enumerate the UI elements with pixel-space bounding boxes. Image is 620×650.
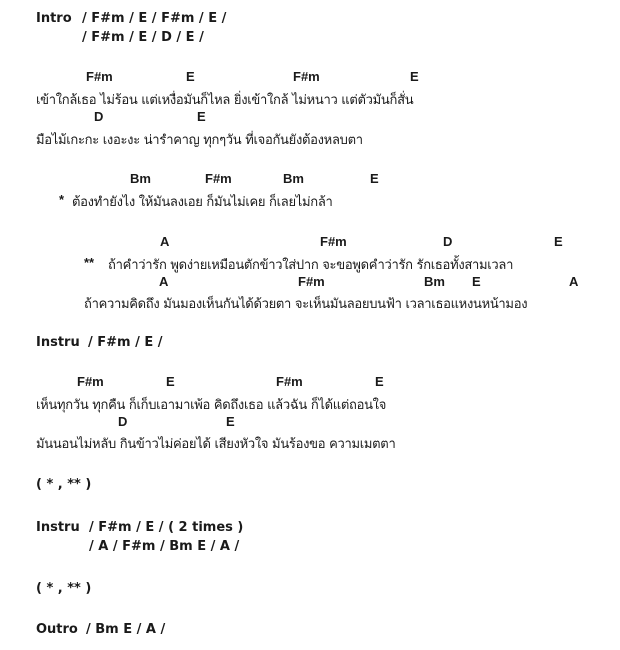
chord: E [370,171,379,186]
chord: E [166,374,175,389]
chord: D [94,109,104,124]
chord: Bm [424,274,445,289]
lyric-line: มือไม้เกะกะ เงอะงะ น่ารำคาญ ทุกๆวัน ที่เจอกันยังต้องหลบตา [36,133,363,148]
lyric-line: เข้าใกล้เธอ ไม่ร้อน แต่เหงื่อมันก็ไหล ยิ่งเข้าใกล้ ไม่หนาว แต่ตัวมันก็สั่น [36,93,414,108]
intro-progression-line-2: / F#m / E / D / E / [82,30,204,45]
intro-label: Intro [36,11,72,26]
chord: F#m [205,171,232,186]
instru-label: Instru [36,520,80,535]
instru-progression-line-1: / F#m / E / ( 2 times ) [89,520,244,535]
instru-progression: / F#m / E / [88,335,163,350]
chord: F#m [298,274,325,289]
chord: E [226,414,235,429]
chord: F#m [293,69,320,84]
intro-progression-line-1: / F#m / E / F#m / E / [82,11,227,26]
chord: F#m [77,374,104,389]
chord: A [160,234,170,249]
chord: E [197,109,206,124]
instru-label: Instru [36,335,80,350]
instru-progression-line-2: / A / F#m / Bm E / A / [89,539,240,554]
chord: D [118,414,128,429]
lyric-line: ต้องทำยังไง ให้มันลงเอย ก็มันไม่เคย ก็เลยไม่กล้า [72,195,333,210]
chord: E [410,69,419,84]
section-marker-star: * [59,192,65,207]
lyric-line: ถ้าคำว่ารัก พูดง่ายเหมือนตักข้าวใส่ปาก จะขอพูดคำว่ารัก รักเธอทั้งสามเวลา [108,258,514,273]
chord: F#m [276,374,303,389]
chord: Bm [130,171,151,186]
chord: E [186,69,195,84]
chord: Bm [283,171,304,186]
outro-progression: / Bm E / A / [86,622,166,637]
section-marker-double-star: ** [84,255,95,270]
repeat-marker: ( * , ** ) [36,581,92,596]
chord: D [443,234,453,249]
chord: A [159,274,169,289]
chord: E [554,234,563,249]
chord: F#m [86,69,113,84]
outro-label: Outro [36,622,78,637]
lyric-line: เห็นทุกวัน ทุกคืน ก็เก็บเอามาเพ้อ คิดถึงเธอ แล้วฉัน ก็ได้แต่ถอนใจ [36,398,387,413]
lyric-line: มันนอนไม่หลับ กินข้าวไม่ค่อยได้ เสียงหัวใจ มันร้องขอ ความเมตตา [36,437,396,452]
repeat-marker: ( * , ** ) [36,477,92,492]
chord: E [472,274,481,289]
chord: E [375,374,384,389]
chord: F#m [320,234,347,249]
chord: A [569,274,579,289]
lyric-line: ถ้าความคิดถึง มันมองเห็นกันได้ด้วยตา จะเห็นมันลอยบนฟ้า เวลาเธอแหงนหน้ามอง [84,297,528,312]
